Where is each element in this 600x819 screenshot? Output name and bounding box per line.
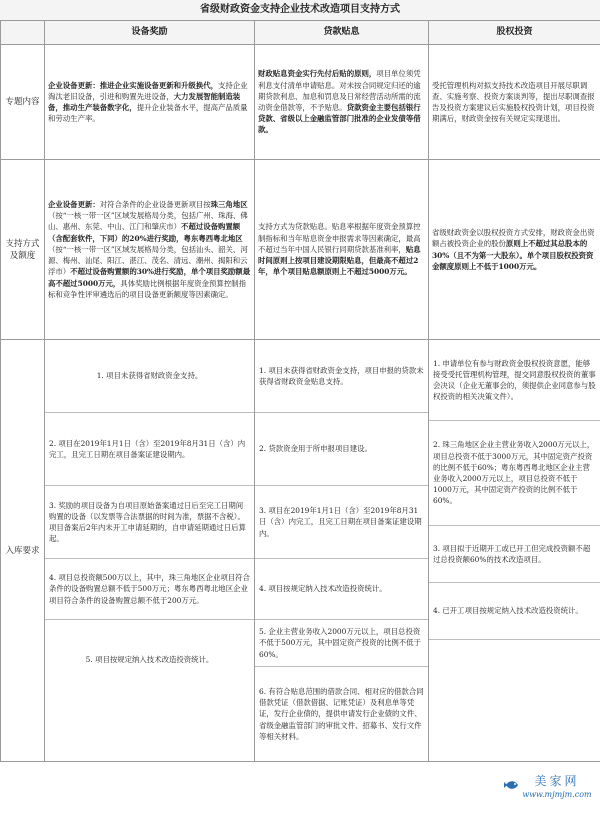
- text-bold: 企业设备更新：: [48, 200, 100, 210]
- text-bold: 贴息时间原则上按项目建设期限贴息，但最高不超过2年，单个项目贴息额原则上不超过5000万元。: [258, 244, 421, 277]
- watermark-title: 美家网: [534, 774, 580, 788]
- text: 省级财政资金以股权投资方式安排，财政资金出资额占被投资企业的股份: [432, 228, 595, 249]
- req-loan-6: 6. 有符合贴息范围的借款合同、相对应的借款合同借款凭证（借款借据、记账凭证）及利息单等凭证，发行企业债的，提供申请发行企业债的文件、省级金融监管部门的审批文件、招募书、发行文件等相关材料。: [259, 686, 424, 741]
- text-bold: 珠三角地区: [210, 200, 248, 210]
- row-label-topic: 专题内容: [1, 45, 45, 160]
- req-equipment-3: 3. 奖励的项目设备为自项目原始备案通过日后至完工日期间购置的设备（以发票等合法票据的时间为准，票据不含税）。项目备案后2年内未开工申请延期的，自申请延期通过日后算起。: [45, 486, 254, 559]
- text-bold: 贷款资金主要包括银行贷款、省级以上金融监管部门批准的企业发债等借款。: [258, 103, 421, 135]
- req-equipment-1: 1. 项目未获得省财政资金支持。: [45, 340, 254, 413]
- row-requirements: [1, 340, 600, 762]
- req-loan-2: 2. 贷款资金用于所申报项目建设。: [255, 413, 428, 486]
- cell-requirements-loan: [255, 340, 429, 762]
- req-equity-blank: [429, 640, 600, 760]
- header-equity-investment: 股权投资: [429, 21, 600, 45]
- text: 支持企业淘汰老旧设备，引进和购置先进设备，: [48, 80, 248, 101]
- watermark: [522, 773, 592, 813]
- text-bold: 财政贴息资金实行先付后贴的原则，: [258, 69, 377, 79]
- text: （按“一核一带一区”区域发展格局分类，包括汕头、韶关、河源、梅州、汕尾、阳江、湛江、茂名、清远、潮州、揭阳和云浮市）: [48, 244, 248, 277]
- req-equity-3: 3. 项目拟于近期开工或已开工但完成投资额不超过总投资额60%的技术改造项目。: [429, 526, 600, 583]
- text: 具体奖励比例根据年度资金预算控制指标和竞争性评审遴选后的项目设备更新额度等因素确定。: [48, 278, 246, 299]
- support-table: [0, 20, 600, 762]
- cell-requirements-equipment: [45, 340, 255, 762]
- text-bold: 大力发展智能制造装备，推动生产装备数字化，: [48, 91, 241, 112]
- req-equity-4: 4. 已开工项目按规定纳入技术改造投资统计。: [429, 583, 600, 640]
- req-loan-4: 4. 项目按规定纳入技术改造投资统计。: [255, 559, 428, 620]
- text: （按“一核一带一区”区域发展格局分类，包括广州、珠海、佛山、惠州、东莞、中山、江门和肇庆市）: [48, 211, 248, 232]
- text: 提升企业装备水平，提高产品质量和劳动生产率。: [48, 103, 248, 124]
- text-bold: 企业设备更新：推进企业实施设备更新和升级换代，: [48, 80, 218, 90]
- watermark-url: www.mjmjm.com: [522, 790, 592, 799]
- cell-topic-loan: [255, 45, 429, 160]
- text-bold: 不超过设备购置额的30%进行奖励，单个项目奖励额最高不超过5000万元，: [48, 267, 251, 288]
- row-support: [1, 160, 600, 340]
- header-row: [1, 21, 600, 45]
- header-corner: [1, 21, 45, 45]
- req-equipment-5: 5. 项目按规定纳入技术改造投资统计。: [85, 655, 214, 665]
- req-loan-3: 3. 项目在2019年1月1日（含）至2019年8月31日（含）内完工，且完工日期在项目备案证建设期内。: [255, 486, 428, 559]
- cell-topic-equipment: [45, 45, 255, 160]
- req-equity-1: 1. 申请单位有参与财政资金股权投资意愿，能够接受受托管理机构管理，提交同意股权投资的董事会决议（企业无董事会的，须提供企业同意参与股权投资的相关决策文件）。: [429, 340, 600, 421]
- cell-requirements-equity: [429, 340, 600, 762]
- table-title: 省级财政资金支持企业技术改造项目支持方式: [0, 0, 600, 21]
- text: 对符合条件的企业设备更新项目按: [99, 200, 211, 210]
- header-equipment-reward: 设备奖励: [45, 21, 255, 45]
- text-bold: 原则上不超过其总股本的30%（且不为第一大股东）。单个项目股权投资资金额度原则上不低于1000万元。: [432, 239, 594, 271]
- text-bold: 不超过设备购置额（含配套软件，下同）的20%进行奖励，粤东粤西粤北地区: [48, 222, 243, 243]
- req-loan-1: 1. 项目未获得省财政资金支持，项目申报的贷款未获得省财政资金贴息支持。: [255, 340, 428, 413]
- row-label-requirements: 入库要求: [1, 340, 45, 762]
- req-loan-5: 5. 企业主营业务收入2000万元以上，项目总投资不低于500万元，其中固定资产投资的比例不低于60%。: [255, 620, 428, 667]
- req-equity-2: 2. 珠三角地区企业主营业务收入2000万元以上，项目总投资不低于3000万元，其中固定资产投资的比例不低于60%；粤东粤西粤北地区企业主营业务收入2000万元以上，项目总投资不低于1000万元，其中固定资产投资的比例不低于60%。: [429, 421, 600, 526]
- cell-support-equipment: [45, 160, 255, 340]
- row-label-support: 支持方式及额度: [1, 160, 45, 340]
- header-loan-subsidy: 贷款贴息: [255, 21, 429, 45]
- text: 支持方式为贷款贴息。贴息率根据年度资金预算控制指标和当年贴息资金申报需求等因素确定，最高不超过当年中国人民银行同期贷款基准利率，: [258, 222, 421, 254]
- cell-support-loan: [255, 160, 429, 340]
- req-equipment-4: 4. 项目总投资额500万以上，其中，珠三角地区企业项目符合条件的设备购置总额不低于500万元；粤东粤西粤北地区企业项目符合条件的设备购置总额不低于200万元。: [45, 559, 254, 620]
- req-equipment-2: 2. 项目在2019年1月1日（含）至2019年8月31日（含）内完工，且完工日期在项目备案证建设期内。: [45, 413, 254, 486]
- text: 项目单位须凭利息支付清单申请贴息。对未按合同规定归还的逾期贷款利息、加息和罚息及日常经营活动所需的流动资金借款等，不予贴息。: [258, 69, 421, 112]
- row-topic: [1, 45, 600, 160]
- cell-support-equity: [429, 160, 600, 340]
- cell-topic-equity: 受托管理机构对拟支持技术改造项目开展尽职调查、实施考察、投资方案谈判等，提出尽职调查报告及投资方案建议后实施股权投资计划，项目投资期满后，财政资金按有关规定实现退出。: [429, 45, 600, 160]
- fish-logo-icon: [504, 777, 520, 793]
